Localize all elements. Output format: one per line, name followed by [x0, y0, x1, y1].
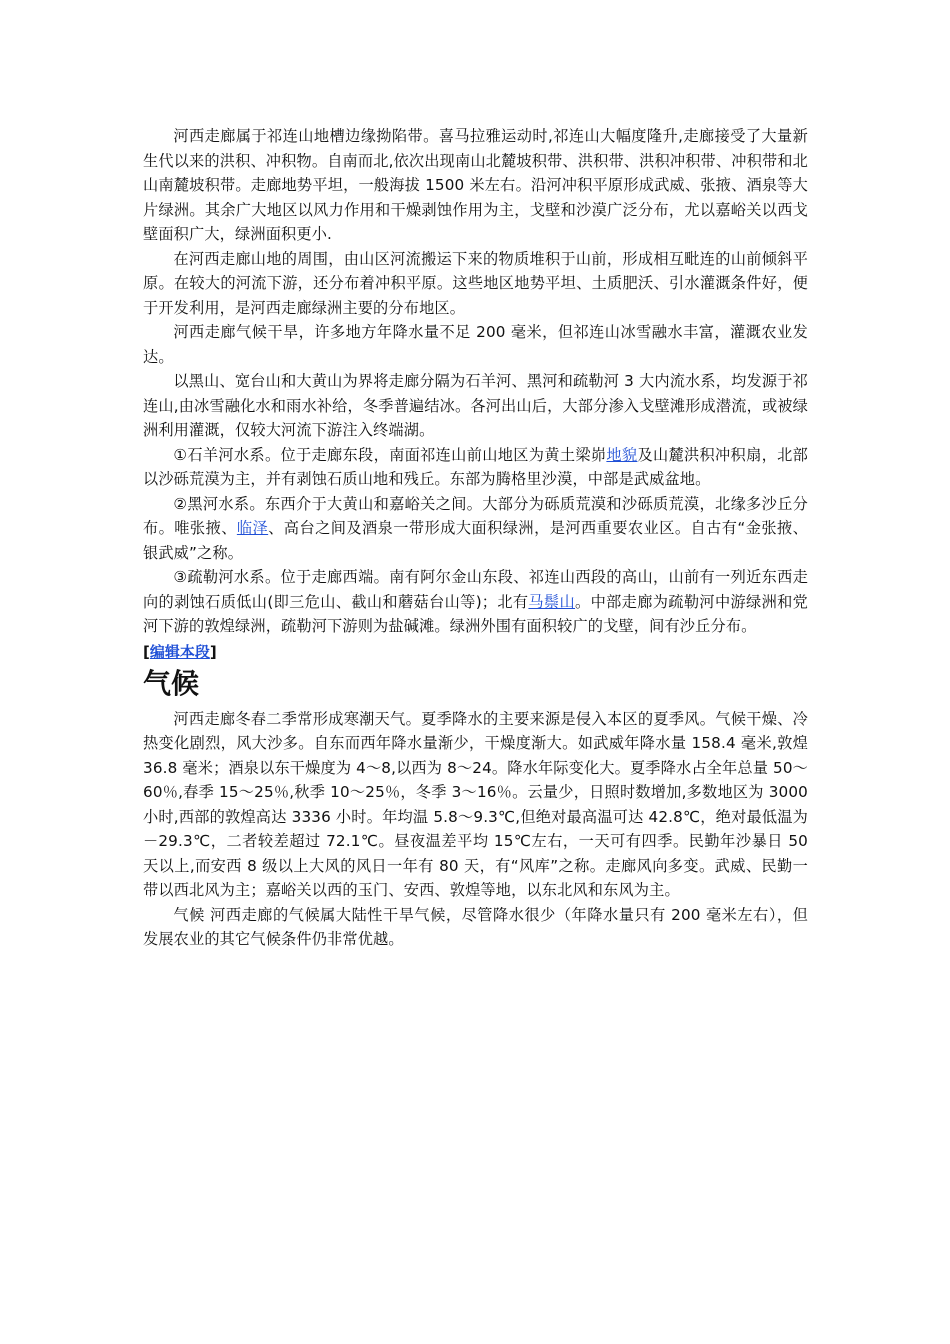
paragraph-hei-river: [143, 492, 808, 566]
text-span: ②黑河水系。东西介于大黄山和嘉峪关之间。大部分为砾质荒漠和沙砾质荒漠，北缘多沙丘分布。唯张掖、: [143, 494, 808, 537]
text-span: ①石羊河水系。位于走廊东段，南面祁连山前山地区为黄土梁峁: [173, 445, 607, 464]
bracket-open: [: [143, 642, 150, 661]
section-title-climate: 气候: [143, 666, 200, 700]
link-landform[interactable]: 地貌: [606, 445, 638, 464]
paragraph-climate-details: 河西走廊冬春二季常形成寒潮天气。夏季降水的主要来源是侵入本区的夏季风。气候干燥、冷热变化剧烈，风大沙多。自东而西年降水量渐少，干燥度渐大。如武威年降水量 158.4 毫米,敦煌 36.8 毫米；酒泉以东干燥度为 4～8,以西为 8～24。降水年际变化大。夏季降水占全年总量 50～60％,春季 15～25％,秋季 10～25％，冬季 3～16％。云量少，日照时数增加,多数地区为 3000 小时,西部的敦煌高达 3336 小时。年均温 5.8～9.3℃,但绝对最高温可达 42.8℃，绝对最低温为－29.3℃，二者较差超过 72.1℃。昼夜温差平均 15℃左右，一天可有四季。民勤年沙暴日 50 天以上,而安西 8 级以上大风的风日一年有 80 天，有“风库”之称。走廊风向多变。武威、民勤一带以西北风为主；嘉峪关以西的玉门、安西、敦煌等地，以东北风和东风为主。: [143, 709, 808, 899]
text-span: ③疏勒河水系。位于走廊西端。南有阿尔金山东段、祁连山西段的高山，山前有一列近东西走向的剥蚀石质低山(即三危山、截山和蘑菇台山等)；北有: [143, 568, 808, 611]
paragraph-irrigation: 河西走廊气候干旱，许多地方年降水量不足 200 毫米，但祁连山冰雪融水丰富，灌溉农业发达。: [143, 323, 808, 366]
document-page: [143, 124, 808, 952]
paragraph-river-systems: 以黑山、宽台山和大黄山为界将走廊分隔为石羊河、黑河和疏勒河 3 大内流水系，均发源于祁连山,由冰雪融化水和雨水补给，冬季普遍结冰。各河出山后，大部分渗入戈壁滩形成潜流，或被绿洲利用灌溉，仅较大河流下游注入终端湖。: [143, 372, 808, 439]
text-span: 。中部走廊为疏勒河中游绿洲和党河下游的敦煌绿洲，疏勒河下游则为盐碱滩。绿洲外围有面积较广的戈壁，间有沙丘分布。: [143, 592, 808, 635]
link-mazong-mountain[interactable]: 马鬃山: [528, 592, 576, 611]
paragraph-shule-river: [143, 565, 808, 639]
paragraph-shiyang-river: [143, 443, 808, 492]
text-span: 及山麓洪积冲积扇，北部以沙砾荒漠为主，并有剥蚀石质山地和残丘。东部为腾格里沙漠，中部是武威盆地。: [143, 445, 808, 488]
text-span: 、高台之间及酒泉一带形成大面积绿洲，是河西重要农业区。自古有“金张掖、银武威”之称。: [143, 519, 808, 562]
bracket-close: ]: [209, 642, 217, 661]
edit-section-line: [143, 641, 808, 663]
link-linze[interactable]: 临泽: [236, 519, 269, 537]
paragraph-climate-summary: 气候 河西走廊的气候属大陆性干旱气候，尽管降水很少（年降水量只有 200 毫米左右），但发展农业的其它气候条件仍非常优越。: [143, 905, 808, 948]
paragraph-piedmont-plain: 在河西走廊山地的周围，由山区河流搬运下来的物质堆积于山前，形成相互毗连的山前倾斜平原。在较大的河流下游，还分布着冲积平原。这些地区地势平坦、土质肥沃、引水灌溉条件好，便于开发利用，是河西走廊绿洲主要的分布地区。: [143, 249, 808, 317]
edit-section-link[interactable]: 编辑本段: [149, 642, 210, 661]
paragraph-geology: 河西走廊属于祁连山地槽边缘拗陷带。喜马拉雅运动时,祁连山大幅度隆升,走廊接受了大量新生代以来的洪积、冲积物。自南而北,依次出现南山北麓坡积带、洪积带、洪积冲积带、冲积带和北山南麓坡积带。走廊地势平坦，一般海拔 1500 米左右。沿河冲积平原形成武威、张掖、酒泉等大片绿洲。其余广大地区以风力作用和干燥剥蚀作用为主，戈壁和沙漠广泛分布，尤以嘉峪关以西戈壁面积广大，绿洲面积更小.: [143, 127, 808, 243]
